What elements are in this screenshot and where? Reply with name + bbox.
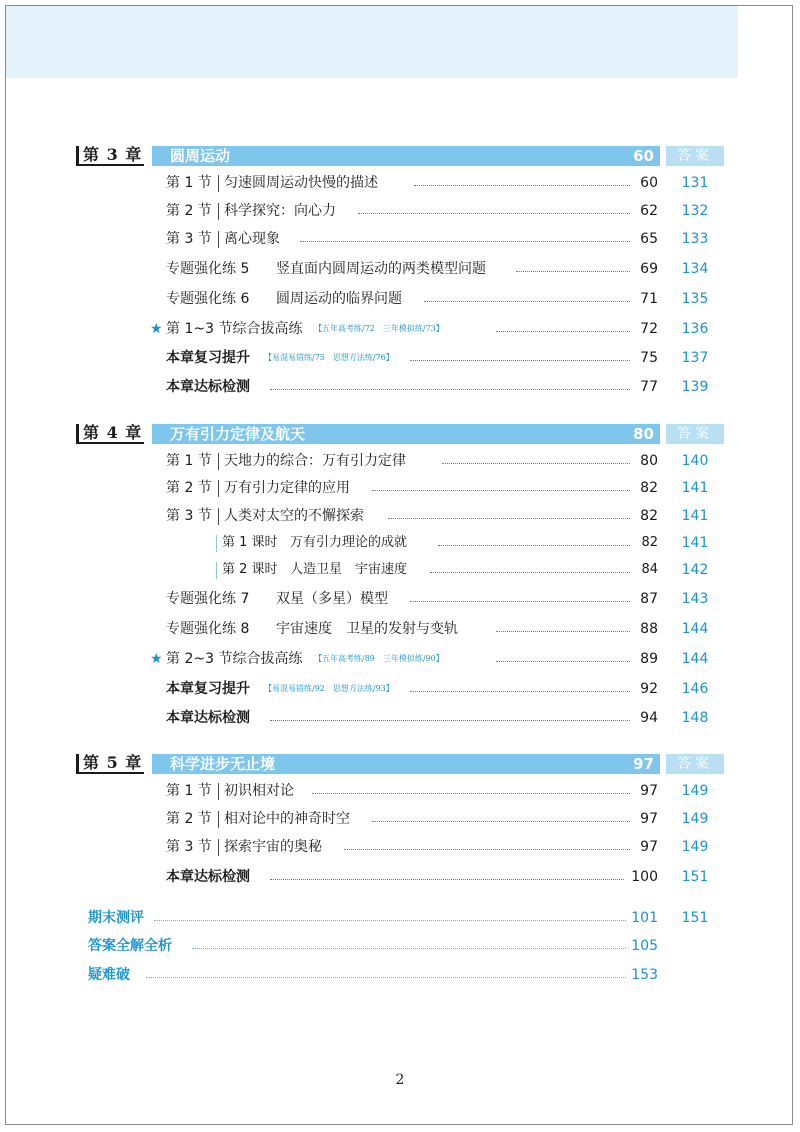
special-practice-label: 专题强化练 6 [166,291,250,307]
toc-entry[interactable] [166,836,658,858]
section-divider [218,231,219,248]
section-label: 第 2 节 [166,203,212,219]
entry-page: 82 [640,508,658,524]
toc-extra-entry[interactable] [88,935,658,957]
toc-entry[interactable] [166,450,658,472]
entry-page: 82 [641,535,658,550]
chapter-label: 第 3 章 [76,146,144,166]
entry-title: 期末测评 [88,910,144,926]
dot-leader [496,661,630,662]
entry-title: 本章达标检测 [166,869,250,885]
toc-entry[interactable] [166,707,658,729]
entry-note: 【五年高考练/72 三年模拟练/73】 [314,324,444,333]
answer-page[interactable]: 132 [681,203,709,219]
toc-entry[interactable] [166,505,658,527]
dot-leader [414,185,630,186]
special-practice-label: 专题强化练 5 [166,261,250,277]
dot-leader [388,518,630,519]
dot-leader [438,545,630,546]
entry-title: 本章复习提升 [166,681,250,697]
answer-page[interactable]: 134 [681,261,709,277]
dot-leader [300,241,630,242]
section-label: 第 3 节 [166,231,212,247]
entry-title: 匀速圆周运动快慢的描述 [224,175,378,191]
entry-page: 60 [640,175,658,191]
entry-title: 圆周运动的临界问题 [276,291,402,307]
answer-page[interactable]: 140 [681,453,709,469]
entry-page: 89 [640,651,658,667]
entry-title: 初识相对论 [224,783,294,799]
toc-entry[interactable] [150,318,658,340]
answer-page[interactable]: 151 [681,869,709,885]
toc-entry[interactable] [166,258,658,280]
entry-title: 离心现象 [224,231,280,247]
answer-page[interactable]: 136 [681,321,709,337]
entry-title: 第 1~3 节综合拔高练 [166,321,303,337]
toc-entry[interactable] [166,780,658,802]
entry-title: 探索宇宙的奥秘 [224,839,322,855]
entry-title: 相对论中的神奇时空 [224,811,350,827]
entry-title: 万有引力理论的成就 [290,535,408,550]
section-label: 第 2 节 [166,811,212,827]
entry-page: 97 [640,839,658,855]
entry-page: 88 [640,621,658,637]
entry-page: 75 [640,350,658,366]
answer-page[interactable]: 148 [681,710,709,726]
answer-page[interactable]: 146 [681,681,709,697]
answer-page[interactable]: 144 [681,651,709,667]
answer-tag: 答案 [666,146,724,166]
section-divider [218,175,219,192]
toc-extra-entry[interactable] [88,964,658,986]
entry-title: 人类对太空的不懈探索 [224,508,364,524]
section-divider [218,839,219,856]
special-practice-label: 专题强化练 7 [166,591,250,607]
toc-entry[interactable] [150,648,658,670]
subsection-divider [216,535,217,552]
dot-leader [312,793,630,794]
special-practice-label: 专题强化练 8 [166,621,250,637]
entry-title: 双星（多星）模型 [276,591,388,607]
chapter-3-header [76,146,724,166]
entry-page: 153 [631,967,658,983]
section-divider [218,508,219,525]
dot-leader [146,977,626,978]
chapter-title-bar[interactable] [152,146,660,166]
answer-page[interactable]: 151 [681,910,709,926]
entry-page: 82 [640,480,658,496]
entry-page: 65 [640,231,658,247]
chapter-title: 万有引力定律及航天 [170,425,306,443]
section-label: 第 1 节 [166,175,212,191]
answer-page[interactable]: 139 [681,379,709,395]
answer-page[interactable]: 141 [681,508,709,524]
chapter-label: 第 4 章 [76,424,144,444]
entry-page: 101 [631,910,658,926]
toc-entry[interactable] [166,678,658,700]
answer-page[interactable]: 135 [681,291,709,307]
answer-page[interactable]: 133 [681,231,709,247]
entry-page: 105 [631,938,658,954]
entry-page: 71 [640,291,658,307]
section-label: 第 1 节 [166,783,212,799]
toc-entry[interactable] [166,228,658,250]
toc-entry[interactable] [166,376,658,398]
star-icon: ★ [150,651,163,667]
entry-page: 80 [640,453,658,469]
entry-title: 本章达标检测 [166,710,250,726]
section-divider [218,783,219,800]
lesson-label: 第 2 课时 [222,562,278,577]
entry-title: 答案全解全析 [88,938,172,954]
section-label: 第 1 节 [166,453,212,469]
dot-leader [270,879,624,880]
dot-leader [270,389,630,390]
entry-page: 100 [631,869,658,885]
entry-page: 62 [640,203,658,219]
dot-leader [442,463,630,464]
entry-title: 本章达标检测 [166,379,250,395]
toc-entry[interactable] [166,866,658,888]
chapter-4-header [76,424,724,444]
entry-page: 92 [640,681,658,697]
dot-leader [372,821,630,822]
toc-entry[interactable] [166,588,658,610]
entry-page: 97 [640,783,658,799]
entry-title: 宇宙速度 卫星的发射与变轨 [276,621,458,637]
entry-page: 94 [640,710,658,726]
answer-page[interactable]: 142 [681,562,709,578]
dot-leader [192,948,626,949]
entry-title: 科学探究：向心力 [224,203,336,219]
toc-entry[interactable] [166,172,658,194]
entry-page: 97 [640,811,658,827]
answer-page[interactable]: 137 [681,350,709,366]
chapter-page: 97 [633,755,654,773]
dot-leader [372,490,630,491]
dot-leader [358,213,630,214]
dot-leader [424,301,630,302]
chapter-page: 60 [633,147,654,165]
header-band [6,6,738,78]
chapter-page: 80 [633,425,654,443]
entry-title: 万有引力定律的应用 [224,480,350,496]
section-label: 第 3 节 [166,839,212,855]
entry-page: 69 [640,261,658,277]
section-divider [218,811,219,828]
toc-entry[interactable] [166,618,658,640]
lesson-label: 第 1 课时 [222,535,278,550]
dot-leader [410,360,630,361]
dot-leader [516,271,630,272]
answer-page[interactable]: 131 [681,175,709,191]
entry-title: 本章复习提升 [166,350,250,366]
subsection-divider [216,562,217,579]
dot-leader [430,572,630,573]
answer-page[interactable]: 144 [681,621,709,637]
toc-entry[interactable] [166,808,658,830]
answer-page[interactable]: 141 [681,480,709,496]
entry-title: 疑难破 [88,967,130,983]
entry-note: 【易混易错练/75 思想方法练/76】 [264,353,394,362]
dot-leader [154,920,626,921]
answer-page[interactable]: 149 [681,811,709,827]
chapter-title-bar[interactable] [152,754,660,774]
entry-page: 72 [640,321,658,337]
entry-page: 84 [641,562,658,577]
chapter-5-header [76,754,724,774]
chapter-label: 第 5 章 [76,754,144,774]
toc-entry[interactable] [166,200,658,222]
dot-leader [270,720,630,721]
chapter-title: 科学进步无止境 [170,755,276,773]
entry-page: 77 [640,379,658,395]
entry-page: 87 [640,591,658,607]
chapter-title-bar[interactable] [152,424,660,444]
toc-sub-entry[interactable] [220,532,658,554]
answer-tag: 答案 [666,754,724,774]
toc-extra-entry[interactable] [88,907,658,929]
toc-sub-entry[interactable] [220,559,658,581]
star-icon: ★ [150,321,163,337]
section-divider [218,453,219,470]
answer-tag: 答案 [666,424,724,444]
page-number: 2 [395,1072,405,1088]
entry-title: 第 2~3 节综合拔高练 [166,651,303,667]
entry-note: 【五年高考练/89 三年模拟练/90】 [314,654,444,663]
entry-title: 竖直面内圆周运动的两类模型问题 [276,261,486,277]
entry-title: 人造卫星 宇宙速度 [290,562,408,577]
entry-title: 天地力的综合：万有引力定律 [224,453,406,469]
dot-leader [410,601,630,602]
dot-leader [496,331,630,332]
dot-leader [496,631,630,632]
toc-entry[interactable] [166,347,658,369]
answer-page[interactable]: 143 [681,591,709,607]
answer-page[interactable]: 149 [681,839,709,855]
section-label: 第 3 节 [166,508,212,524]
dot-leader [410,691,630,692]
toc-entry[interactable] [166,288,658,310]
section-divider [218,480,219,497]
section-divider [218,203,219,220]
answer-page[interactable]: 149 [681,783,709,799]
answer-page[interactable]: 141 [681,535,709,551]
entry-note: 【易混易错练/92 思想方法练/93】 [264,684,394,693]
toc-entry[interactable] [166,477,658,499]
dot-leader [344,849,630,850]
section-label: 第 2 节 [166,480,212,496]
chapter-title: 圆周运动 [170,147,231,165]
